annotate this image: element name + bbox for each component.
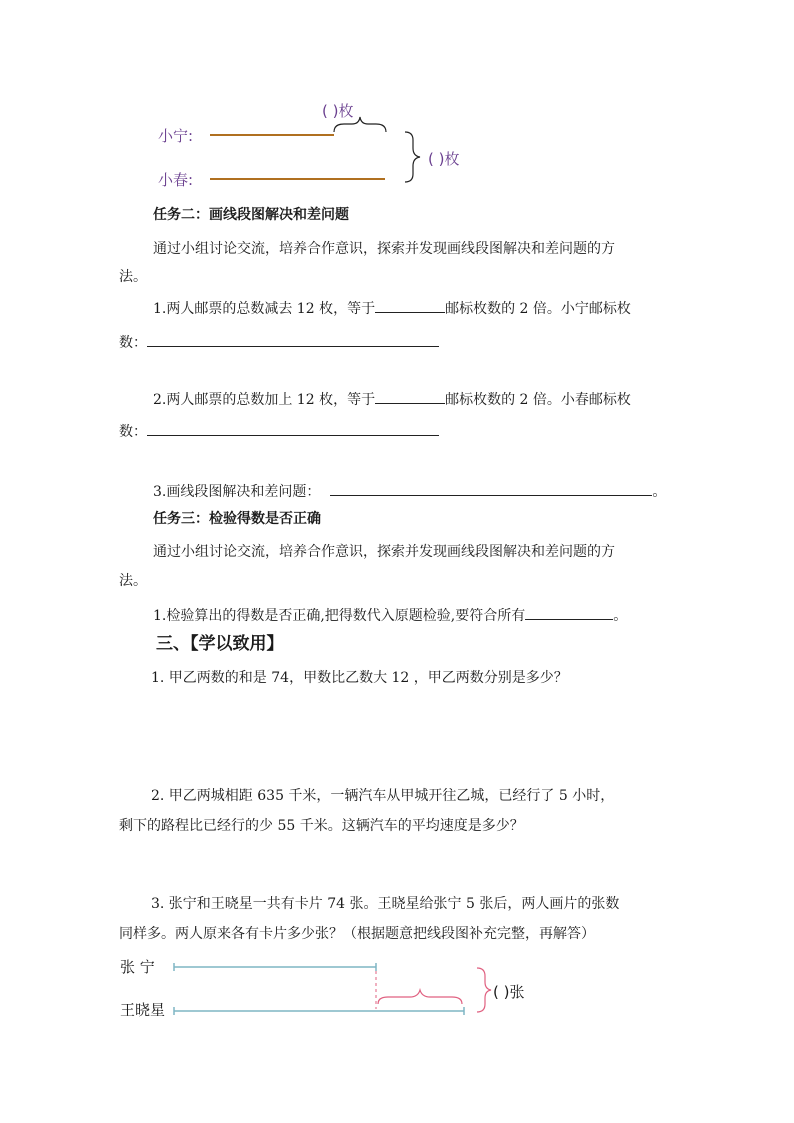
task2-q3 (153, 481, 666, 501)
task3-q1 (153, 605, 627, 625)
task2-q1-text-c: 数： (119, 335, 147, 351)
task3-q1-blank[interactable] (525, 605, 613, 620)
task2-q3-end: 。 (652, 484, 667, 500)
total-label: ( )枚 (428, 150, 460, 168)
task2-q3-blank[interactable] (330, 481, 652, 496)
task3-q1-text: 1.检验算出的得数是否正确,把得数代入原题检验,要符合所有 (153, 608, 526, 624)
total-brace-2 (477, 968, 491, 1012)
task2-q1-blank2[interactable] (147, 332, 439, 347)
task2-intro-line1: 通过小组讨论交流，培养合作意识，探索并发现画线段图解决和差问题的方 (153, 241, 615, 257)
task3-intro-line1: 通过小组讨论交流，培养合作意识，探索并发现画线段图解决和差问题的方 (153, 544, 615, 560)
problem-2-line2: 剩下的路程比已经行的少 55 千米。这辆汽车的平均速度是多少？ (119, 818, 524, 834)
task2-q2-text-a: 2.两人邮票的总数加上 12 枚，等于 (153, 392, 376, 408)
wangxiaoxing-label: 王晓星 (120, 1001, 166, 1019)
xiaoning-label: 小宁: (158, 127, 194, 145)
total-label-2: ( )张 (493, 983, 525, 1001)
segment-diagram-1 (0, 0, 794, 200)
task2-q2-blank2[interactable] (147, 421, 439, 436)
task2-q2-text-c: 数： (119, 424, 147, 440)
problem-2-line1: 2. 甲乙两城相距 635 千米，一辆汽车从甲城开往乙城，已经行了 5 小时， (151, 788, 615, 804)
task2-intro-line2: 法。 (119, 269, 147, 285)
task2-q2-answer (119, 421, 439, 441)
task2-q1 (153, 298, 631, 318)
task2-q3-text: 3.画线段图解决和差问题： (153, 484, 321, 500)
xiaochun-label: 小春: (158, 171, 194, 189)
section3-heading: 三、【学以致用】 (156, 634, 284, 654)
zhangning-label: 张 宁 (120, 958, 155, 976)
total-brace (405, 132, 420, 182)
difference-label: ( )枚 (322, 102, 354, 120)
task2-heading: 任务二：画线段图解决和差问题 (153, 207, 349, 223)
task3-intro-line2: 法。 (119, 573, 147, 589)
problem-1: 1. 甲乙两数的和是 74，甲数比乙数大 12 ，甲乙两数分别是多少？ (151, 670, 568, 686)
task3-q1-end: 。 (613, 608, 628, 624)
difference-brace-2 (378, 990, 462, 1004)
task2-q1-text-a: 1.两人邮票的总数减去 12 枚，等于 (153, 301, 376, 317)
task2-q1-blank1[interactable] (375, 298, 445, 313)
problem-3-line2: 同样多。两人原来各有卡片多少张？（根据题意把线段图补充完整，再解答） (119, 926, 595, 942)
task2-q1-text-b: 邮标枚数的 2 倍。小宁邮标枚 (445, 301, 631, 317)
task2-q2 (153, 389, 631, 409)
task2-q2-text-b: 邮标枚数的 2 倍。小春邮标枚 (445, 392, 631, 408)
task2-q2-blank1[interactable] (375, 389, 445, 404)
problem-3-line1: 3. 张宁和王晓星一共有卡片 74 张。王晓星给张宁 5 张后，两人画片的张数 (151, 896, 620, 912)
task2-q1-answer (119, 332, 439, 352)
task3-heading: 任务三：检验得数是否正确 (153, 511, 321, 527)
